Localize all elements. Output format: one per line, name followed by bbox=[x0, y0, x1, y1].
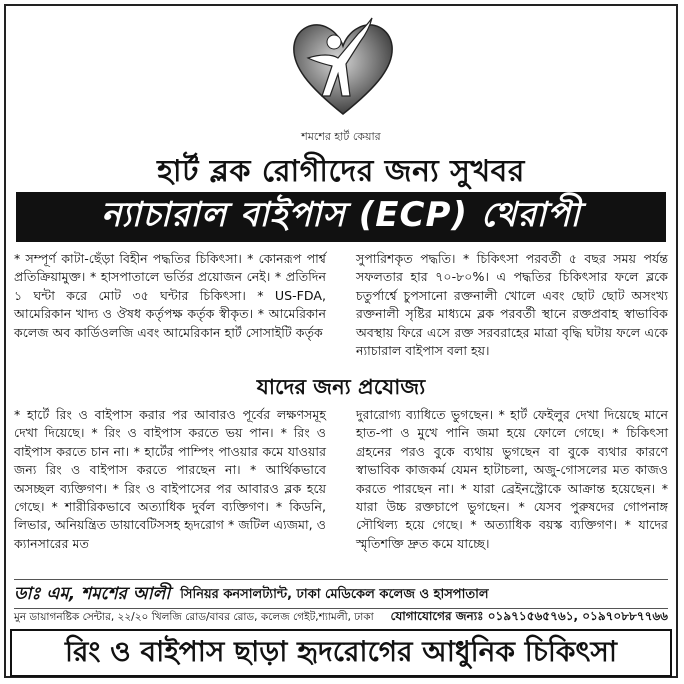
applicable-section bbox=[14, 406, 668, 576]
intro-left-text: * সম্পূর্ণ কাটা-ছেঁড়া বিহীন পদ্ধতির চিকিৎসা। * কোনরূপ পার্শ্ব প্রতিক্রিয়ামুক্ত। * হাসপাতালে ভর্তির প্রয়োজন নেই। * প্রতিদিন ১ ঘন্টা করে মোট ৩৫ ঘন্টার চিকিৎসা। * US-FDA, আমেরিকান খাদ্য ও ঔষধ কর্তৃপক্ষ কর্তৃক স্বীকৃত। * আমেরিকান কলেজ অব কার্ডিওলজি এবং আমেরিকান হার্ট সোসাইটি কর্তৃক bbox=[14, 251, 326, 340]
doctor-info bbox=[14, 579, 668, 608]
heart-person-icon bbox=[288, 14, 398, 120]
intro-right-text: সুপারিশকৃত পদ্ধতি। * চিকিৎসা পরবর্তী ৫ বছর সময় পর্যন্ত সফলতার হার ৭০-৮০%। এ পদ্ধতির চিকিৎসার ফলে ব্লকে চতুর্পার্শ্বে চুপসানো রক্তনালী খোলে এবং ছোট ছোট অসংখ্য রক্তনালী সৃষ্টির মাধ্যমে ব্লক পরবর্তী স্থানে রক্তপ্রবাহ স্বাভাবিক অবস্থায় ফিরে এসে রক্ত সরবরাহের মাত্রা বৃদ্ধি ঘটায় ফলে একে ন্যাচারাল বাইপাস বলা হয়। bbox=[356, 251, 668, 359]
footer-tagline: রিং ও বাইপাস ছাড়া হৃদরোগের আধুনিক চিকিৎসা bbox=[10, 629, 672, 677]
advertisement-page bbox=[4, 4, 678, 678]
applicable-left-text: * হার্টে রিং ও বাইপাস করার পর আবারও পূর্বের লক্ষণসমূহ দেখা দিয়েছে। * রিং ও বাইপাস করতে ভয় পান। * রিং ও বাইপাস করতে চান না। * হার্টের পাম্পিং পাওয়ার কমে যাওয়ার জন্য রিং ও বাইপাস করতে পারছেন না। * আর্থিকভাবে অসচ্ছল ব্যক্তিগণ। * রিং ও বাইপাসের পর আবারও ব্লক হয়ে গেছে। * শারীরিকভাবে অত্যাধিক দুর্বল ব্যক্তিগণ। * কিডনি, লিভার, অনিয়ন্ত্রিত ডায়াবেটিসসহ হৃদরোগ * জটিল এ্যজমা, ও ক্যানসারের মত bbox=[14, 407, 326, 551]
brand-name: শমশের হার্ট কেয়ার bbox=[301, 130, 381, 143]
address-bar bbox=[14, 608, 668, 627]
intro-section bbox=[14, 250, 668, 370]
headline: হার্ট ব্লক রোগীদের জন্য সুখবর bbox=[157, 154, 525, 189]
contact-phone: যোগাযোগের জন্যঃ ০১৯৭১৫৬৫৭৬১, ০১৯৭০৮৮৭৭৬৬ bbox=[390, 609, 668, 623]
doctor-name: ডাঃ এম, শমশের আলী bbox=[14, 584, 171, 604]
applicable-right-text: দুরারোগ্য ব্যাধিতে ভুগছেন। * হার্ট ফেইলুর দেখা দিয়েছে মানে হাত-পা ও মুখে পানি জমা হয়ে ফোলে গেছে। * চিকিৎসা গ্রহনের পরও বুকে ব্যথায় ভুগছেন বা বুকে ব্যথার কারণে স্বাভাবিক কাজকর্ম যেমন হাটাচলা, অজু-গোসলের মত কাজও করতে পারছেন না। * যারা ব্রেইনস্ট্রোকে আক্রান্ত হয়েছেন। * যারা উচ্চ রক্তচাপে ভুগছেন। * যেসব পুরুষদের গোপনাঙ্গ সৌথিল্য হয়ে গেছে। * অত্যাধিক বয়স্ক ব্যক্তিগণ। * যাদের স্মৃতিশক্তি দ্রুত কমে যাচ্ছে। bbox=[356, 407, 668, 551]
section-title: যাদের জন্য প্রযোজ্য bbox=[256, 375, 426, 399]
doctor-title: সিনিয়র কনসালট্যান্ট, ঢাকা মেডিকেল কলেজ ও হাসপাতাল bbox=[180, 586, 489, 602]
address-text: মুন ডায়াগনষ্টিক সেন্টার, ২২/২০ খিলজি রোড/বাবর রোড, কলেজ গেইট,শ্যামলী, ঢাকা bbox=[14, 610, 374, 623]
therapy-banner: ন্যাচারাল বাইপাস (ECP) থেরাপী bbox=[16, 192, 666, 242]
